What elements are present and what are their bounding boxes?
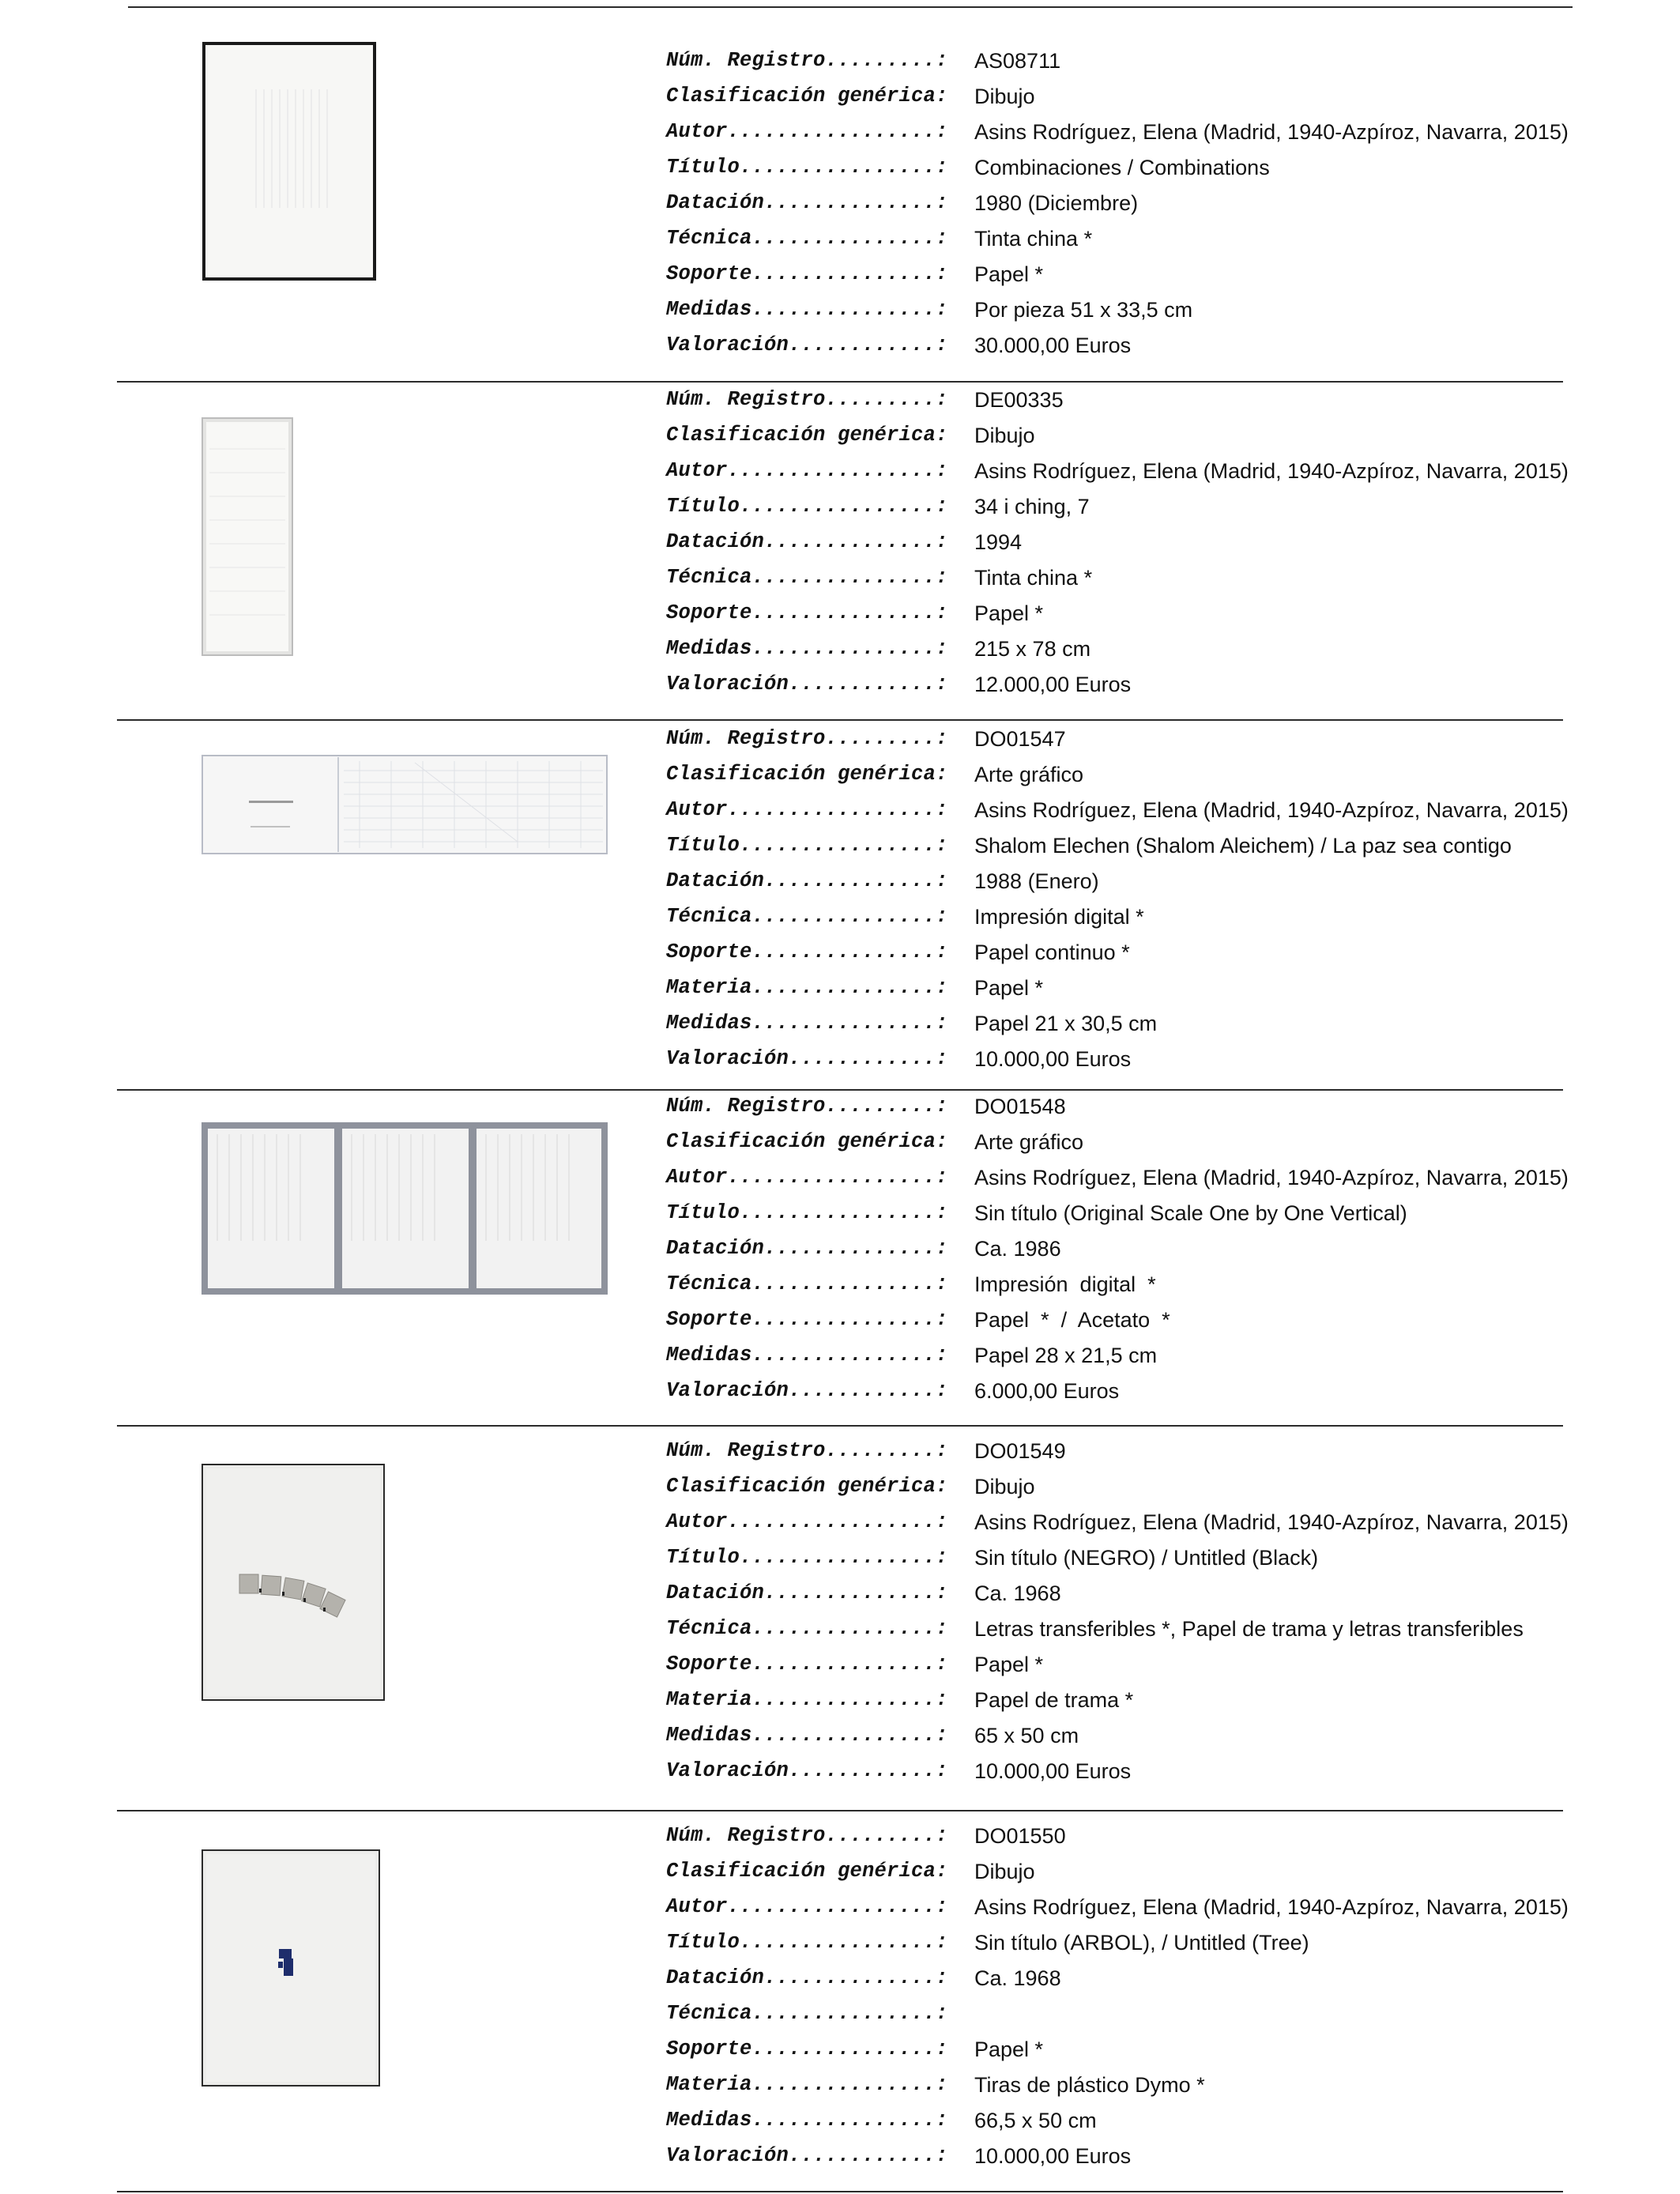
field-label: Materia...............:: [666, 1688, 948, 1711]
field-value: Papel *: [974, 262, 1044, 286]
field-value: DE00335: [974, 388, 1064, 412]
field-label: Clasificación genérica:: [666, 1130, 948, 1153]
field-label: Clasificación genérica:: [666, 1860, 948, 1883]
field-value: Impresión digital *: [974, 905, 1144, 929]
field-label: Datación..............:: [666, 1966, 948, 1989]
artwork-thumbnail-do01550: [202, 1849, 380, 2087]
field-label: Soporte...............:: [666, 1653, 948, 1676]
field-value: Papel *: [974, 976, 1044, 1000]
field-value: Dibujo: [974, 424, 1035, 447]
field-value: Impresión digital *: [974, 1272, 1156, 1296]
field-value: Dibujo: [974, 1475, 1035, 1498]
field-label: Núm. Registro.........:: [666, 1824, 948, 1847]
field-value: Papel *: [974, 2038, 1044, 2061]
field-label: Técnica...............:: [666, 2002, 948, 2025]
field-value: Sin título (ARBOL), / Untitled (Tree): [974, 1931, 1309, 1955]
field-label: Datación..............:: [666, 1237, 948, 1260]
field-label: Título................:: [666, 1201, 948, 1224]
field-label: Título................:: [666, 834, 948, 857]
field-value: Asins Rodríguez, Elena (Madrid, 1940-Azpíroz, Navarra, 2015): [974, 1166, 1569, 1189]
field-value: 12.000,00 Euros: [974, 673, 1132, 696]
field-value: Asins Rodríguez, Elena (Madrid, 1940-Azpíroz, Navarra, 2015): [974, 459, 1569, 483]
field-value: Dibujo: [974, 85, 1035, 108]
field-label: Núm. Registro.........:: [666, 1439, 948, 1462]
field-label: Soporte...............:: [666, 262, 948, 285]
bottom-rule: [117, 2191, 1563, 2192]
field-value: Asins Rodríguez, Elena (Madrid, 1940-Azpíroz, Navarra, 2015): [974, 1510, 1569, 1534]
field-label: Clasificación genérica:: [666, 763, 948, 786]
artwork-thumbnail-as08711: [202, 42, 376, 281]
field-value: Tinta china *: [974, 566, 1093, 590]
field-value: 30.000,00 Euros: [974, 334, 1132, 357]
field-value: Letras transferibles *, Papel de trama y letras transferibles: [974, 1617, 1524, 1641]
field-label: Medidas...............:: [666, 2109, 948, 2132]
field-label: Autor.................:: [666, 1166, 948, 1189]
field-value: Papel 28 x 21,5 cm: [974, 1344, 1158, 1367]
field-label: Soporte...............:: [666, 2038, 948, 2060]
field-value: Papel de trama *: [974, 1688, 1134, 1712]
top-rule: [128, 6, 1573, 8]
field-value: 66,5 x 50 cm: [974, 2109, 1097, 2132]
field-value: Papel *: [974, 1653, 1044, 1676]
artwork-thumbnail-do01549: [202, 1464, 385, 1701]
field-label: Título................:: [666, 495, 948, 518]
field-value: DO01550: [974, 1824, 1066, 1848]
artwork-thumbnail-do01547: [202, 755, 608, 854]
field-label: Autor.................:: [666, 120, 948, 143]
field-value: Combinaciones / Combinations: [974, 156, 1270, 179]
field-value: 1980 (Diciembre): [974, 191, 1139, 215]
field-label: Datación..............:: [666, 869, 948, 892]
field-value: 6.000,00 Euros: [974, 1379, 1120, 1403]
artwork-thumbnail-de00335: [202, 417, 293, 656]
field-label: Datación..............:: [666, 530, 948, 553]
field-label: Técnica...............:: [666, 1617, 948, 1640]
field-label: Núm. Registro.........:: [666, 49, 948, 72]
field-value: DO01548: [974, 1095, 1066, 1118]
field-label: Materia...............:: [666, 976, 948, 999]
field-label: Clasificación genérica:: [666, 1475, 948, 1498]
field-label: Núm. Registro.........:: [666, 727, 948, 750]
field-value: 10.000,00 Euros: [974, 1047, 1132, 1071]
field-label: Técnica...............:: [666, 1272, 948, 1295]
field-value: Ca. 1968: [974, 1966, 1061, 1990]
field-value: Shalom Elechen (Shalom Aleichem) / La paz sea contigo: [974, 834, 1512, 858]
field-label: Valoración............:: [666, 2144, 948, 2167]
field-label: Valoración............:: [666, 1379, 948, 1402]
field-value: Arte gráfico: [974, 1130, 1084, 1154]
field-label: Medidas...............:: [666, 298, 948, 321]
field-label: Soporte...............:: [666, 941, 948, 963]
field-value: DO01547: [974, 727, 1066, 751]
field-value: 215 x 78 cm: [974, 637, 1091, 661]
field-value: Tinta china *: [974, 227, 1093, 251]
field-label: Medidas...............:: [666, 1012, 948, 1035]
field-label: Clasificación genérica:: [666, 424, 948, 447]
field-value: Asins Rodríguez, Elena (Madrid, 1940-Azpíroz, Navarra, 2015): [974, 120, 1569, 144]
field-value: Sin título (NEGRO) / Untitled (Black): [974, 1546, 1319, 1570]
field-label: Núm. Registro.........:: [666, 388, 948, 411]
field-label: Medidas...............:: [666, 1724, 948, 1747]
field-label: Soporte...............:: [666, 1308, 948, 1331]
field-value: 1988 (Enero): [974, 869, 1099, 893]
field-value: Asins Rodríguez, Elena (Madrid, 1940-Azpíroz, Navarra, 2015): [974, 798, 1569, 822]
field-label: Clasificación genérica:: [666, 85, 948, 107]
field-label: Medidas...............:: [666, 637, 948, 660]
field-label: Soporte...............:: [666, 601, 948, 624]
divider-5: [117, 1810, 1563, 1811]
field-value: Asins Rodríguez, Elena (Madrid, 1940-Azpíroz, Navarra, 2015): [974, 1895, 1569, 1919]
field-value: 10.000,00 Euros: [974, 1759, 1132, 1783]
field-label: Núm. Registro.........:: [666, 1095, 948, 1118]
field-label: Autor.................:: [666, 1895, 948, 1918]
field-value: Papel 21 x 30,5 cm: [974, 1012, 1158, 1035]
field-value: Ca. 1968: [974, 1581, 1061, 1605]
field-label: Técnica...............:: [666, 227, 948, 250]
field-value: Arte gráfico: [974, 763, 1084, 786]
divider-1: [117, 381, 1563, 383]
field-label: Valoración............:: [666, 673, 948, 696]
field-label: Título................:: [666, 1546, 948, 1569]
field-label: Materia...............:: [666, 2073, 948, 2096]
field-label: Datación..............:: [666, 1581, 948, 1604]
field-label: Autor.................:: [666, 798, 948, 821]
field-label: Valoración............:: [666, 1047, 948, 1070]
divider-3: [117, 1089, 1563, 1091]
field-label: Título................:: [666, 1931, 948, 1954]
field-value: AS08711: [974, 49, 1061, 73]
field-value: 34 i ching, 7: [974, 495, 1090, 518]
divider-4: [117, 1425, 1563, 1427]
field-label: Título................:: [666, 156, 948, 179]
artwork-thumbnail-do01548: [202, 1122, 608, 1295]
field-value: Papel *: [974, 601, 1044, 625]
field-label: Datación..............:: [666, 191, 948, 214]
field-label: Autor.................:: [666, 459, 948, 482]
field-value: Por pieza 51 x 33,5 cm: [974, 298, 1193, 322]
field-label: Autor.................:: [666, 1510, 948, 1533]
field-value: Sin título (Original Scale One by One Vertical): [974, 1201, 1407, 1225]
field-value: 10.000,00 Euros: [974, 2144, 1132, 2168]
field-label: Valoración............:: [666, 334, 948, 356]
field-value: DO01549: [974, 1439, 1066, 1463]
divider-2: [117, 719, 1563, 721]
field-value: Papel continuo *: [974, 941, 1130, 964]
field-label: Técnica...............:: [666, 566, 948, 589]
field-value: Tiras de plástico Dymo *: [974, 2073, 1205, 2097]
field-value: Papel * / Acetato *: [974, 1308, 1170, 1332]
field-value: 65 x 50 cm: [974, 1724, 1079, 1747]
field-value: Ca. 1986: [974, 1237, 1061, 1261]
field-label: Valoración............:: [666, 1759, 948, 1782]
field-value: 1994: [974, 530, 1023, 554]
field-label: Técnica...............:: [666, 905, 948, 928]
field-label: Medidas...............:: [666, 1344, 948, 1367]
field-value: Dibujo: [974, 1860, 1035, 1883]
